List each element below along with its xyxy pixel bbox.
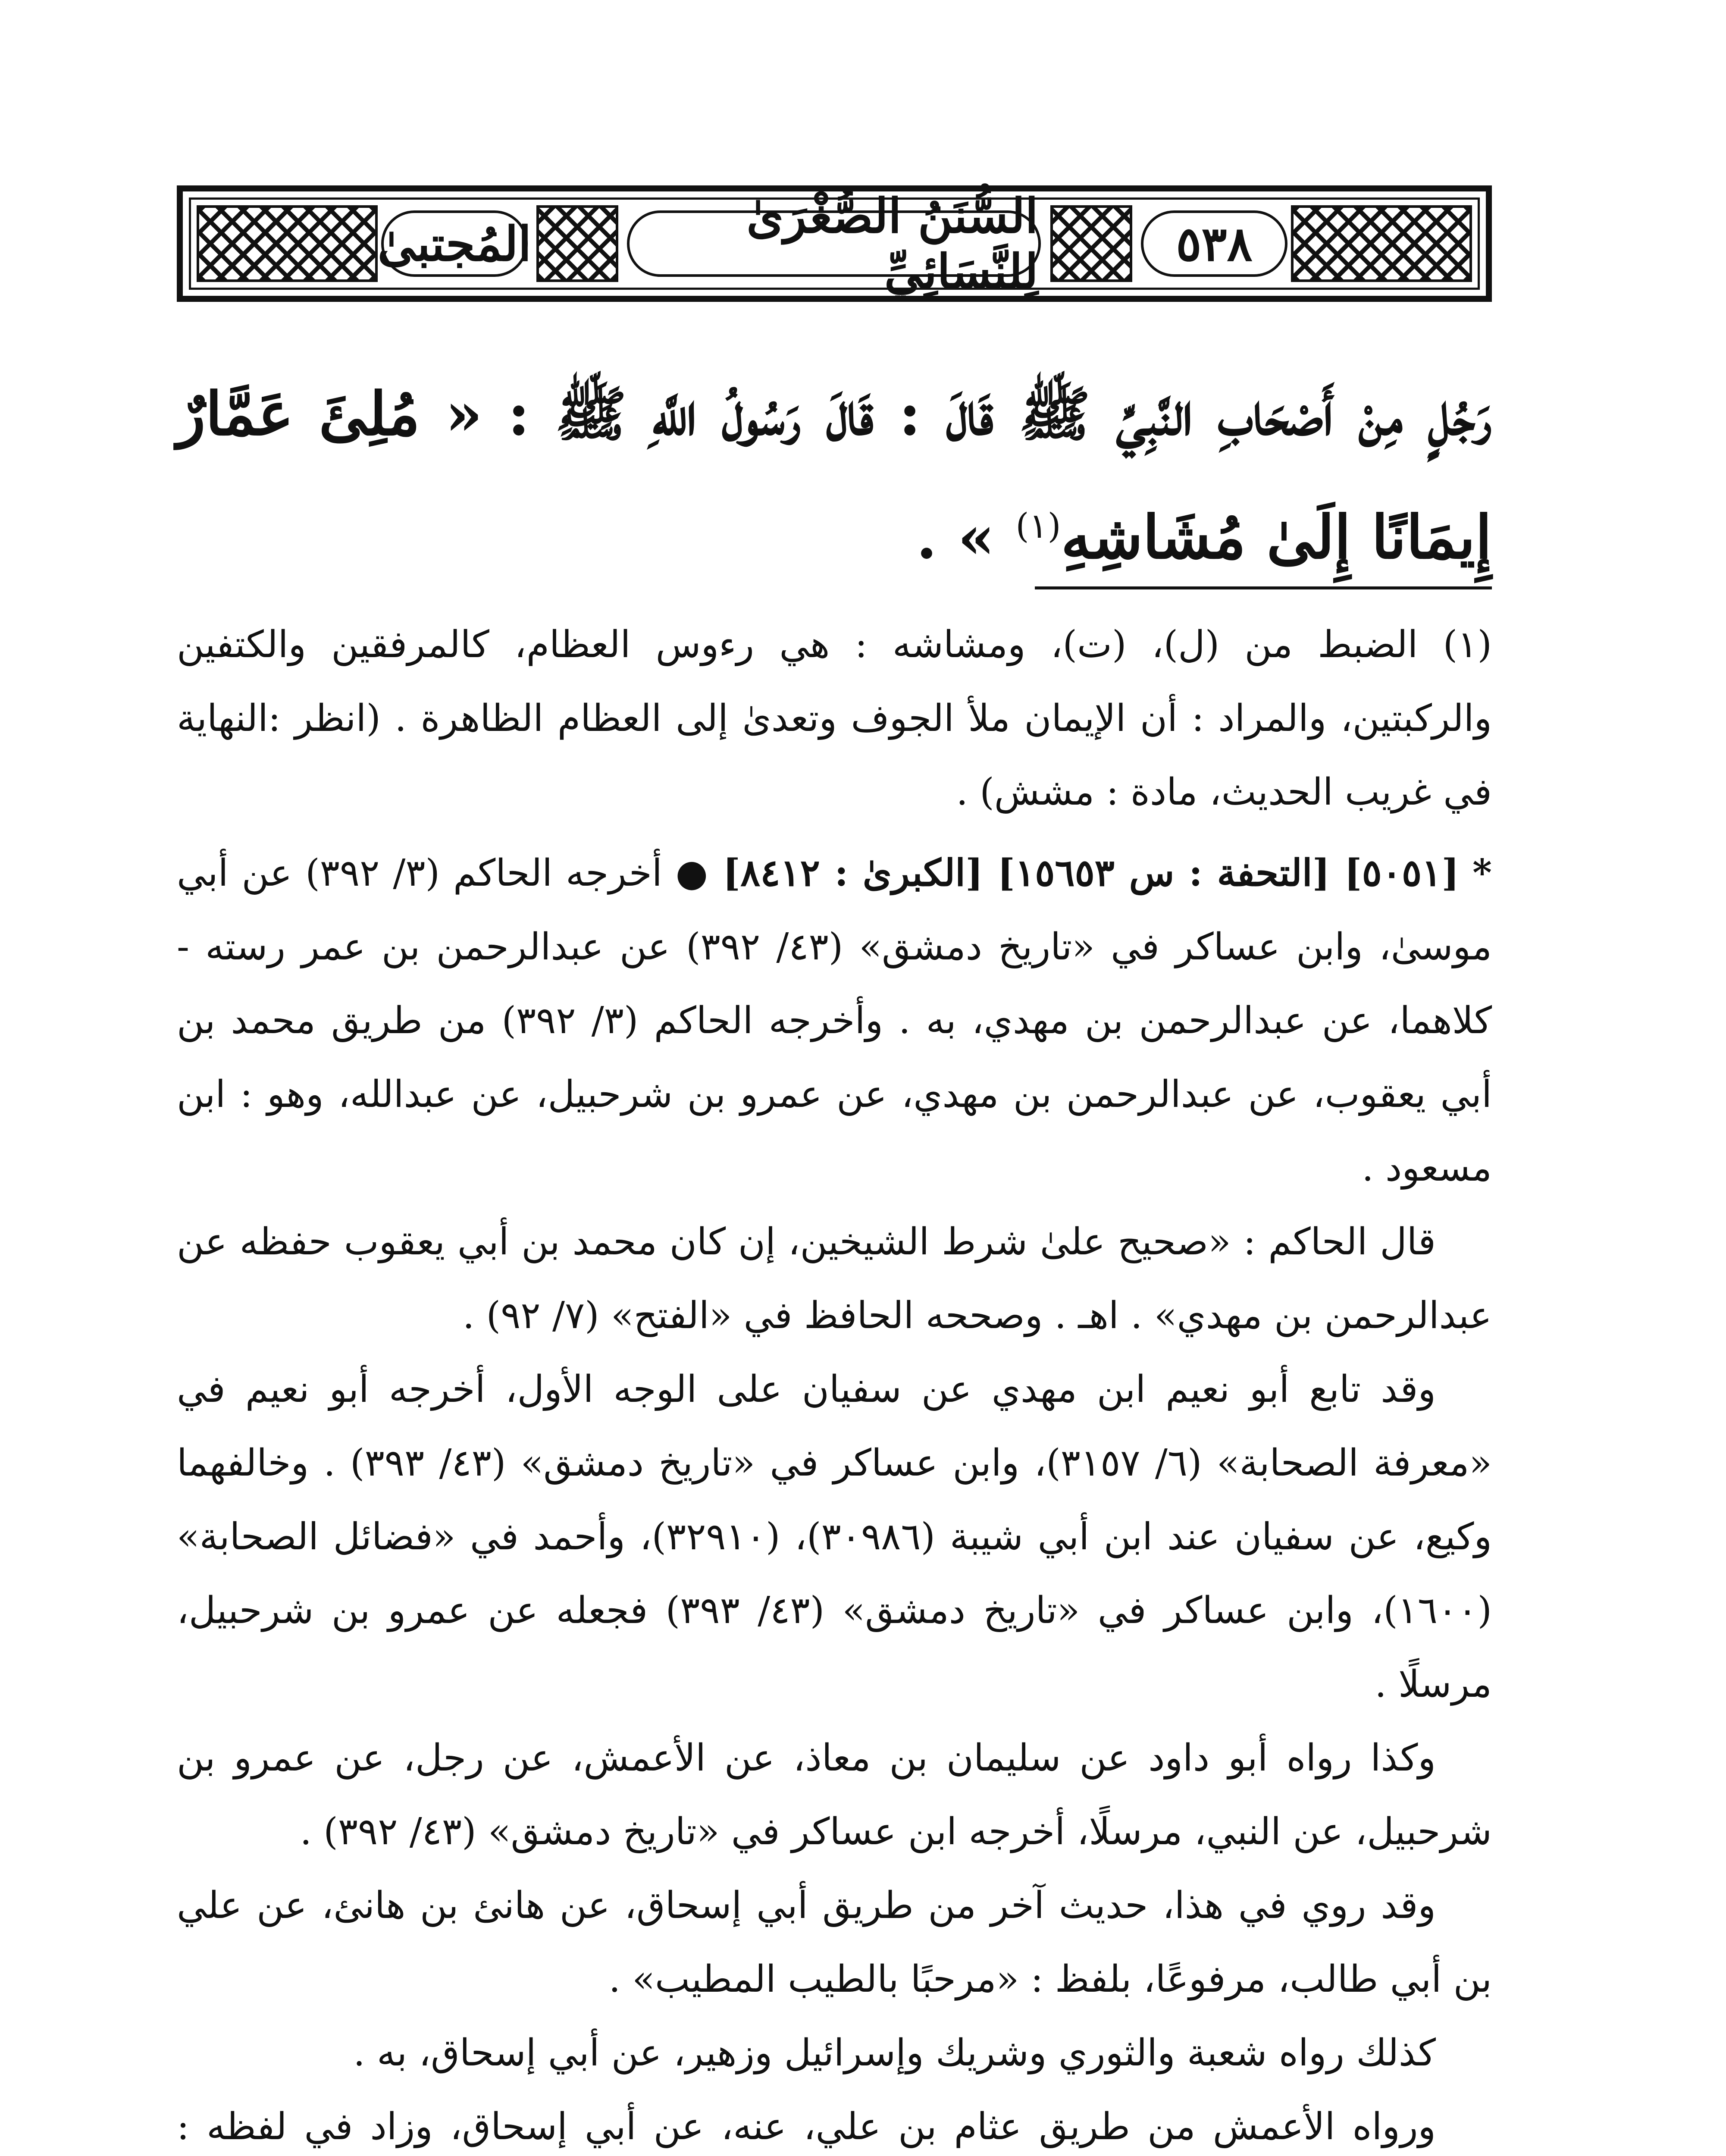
header-ornament-left xyxy=(197,205,378,282)
reference-tags: [٥٠٥١] [التحفة : س ١٥٦٥٣] [الكبرىٰ : ٨٤١٢] xyxy=(723,851,1460,895)
book-badge: المُجتبىٰ xyxy=(381,210,528,277)
takhrij-text: ● أخرجه الحاكم (٣/ ٣٩٢) عن أبي موسىٰ، وابن عساكر في «تاريخ دمشق» (٤٣/ ٣٩٢) عن عبدالرحمن بن عمر رسته - كلاهما، عن عبدالرحمن بن مهدي، به . وأخرجه الحاكم (٣/ ٣٩٢) من طريق محمد بن أبي يعقوب، عن عبدالرحمن بن مهدي، عن عمرو بن شرحبيل، عن عبدالله، وهو : ابن مسعود . xyxy=(177,852,1492,1190)
hadith-chain: رَجُلٍ مِنْ أَصْحَابِ النَّبِيِّ ﷺ قَالَ : قَالَ رَسُولُ اللَّهِ ﷺ : xyxy=(482,379,1492,449)
footnote-divider xyxy=(1035,586,1492,589)
hadith-text xyxy=(177,358,1492,593)
star-marker: * xyxy=(1472,851,1492,895)
header-ornament-left-inner xyxy=(536,205,618,282)
header-ornament-right-inner xyxy=(1050,205,1132,282)
page-header xyxy=(177,185,1492,302)
note-paragraph: قال الحاكم : «صحيح علىٰ شرط الشيخين، إن كان محمد بن أبي يعقوب حفظه عن عبدالرحمن بن مهدي» . اهـ . وصححه الحافظ في «الفتح» (٧/ ٩٢) . xyxy=(177,1220,1492,1337)
hadith-matn: « مُلِئَ عَمَّارٌ إِيمَانًا إِلَىٰ مُشَاشِهِ xyxy=(177,379,1492,572)
note-paragraph: وكذا رواه أبو داود عن سليمان بن معاذ، عن الأعمش، عن رجل، عن عمرو بن شرحبيل، عن النبي، مرسلًا، أخرجه ابن عساكر في «تاريخ دمشق» (٤٣/ ٣٩٢) . xyxy=(177,1736,1492,1853)
note-paragraph: وقد تابع أبو نعيم ابن مهدي عن سفيان على الوجه الأول، أخرجه أبو نعيم في «معرفة الصحابة» (٦/ ٣١٥٧)، وابن عساكر في «تاريخ دمشق» (٤٣/ ٣٩٣) . وخالفهما وكيع، عن سفيان عند ابن أبي شيبة (٣٠٩٨٦)، (٣٢٩١٠)، وأحمد في «فضائل الصحابة» (١٦٠٠)، وابن عساكر في «تاريخ دمشق» (٤٣/ ٣٩٣) فجعله عن عمرو بن شرحبيل، مرسلًا . xyxy=(177,1368,1492,1706)
book-title: السُّنَنُ الصُّغْرَىٰ لِلنَّسَائِيِّ xyxy=(627,210,1041,277)
footnotes xyxy=(177,608,1492,2156)
footnote-1: (١) الضبط من (ل)، (ت)، ومشاشه : هي رءوس العظام، كالمرفقين والكتفين والركبتين، والمراد : أن الإيمان ملأ الجوف وتعدىٰ إلى العظام الظاهرة . (انظر :النهاية في غريب الحديث، مادة : مشش) . xyxy=(177,623,1492,814)
note-paragraph: وقد روي في هذا، حديث آخر من طريق أبي إسحاق، عن هانئ بن هانئ، عن علي بن أبي طالب، مرفوعًا، بلفظ : «مرحبًا بالطيب المطيب» . xyxy=(177,1884,1492,2001)
hadith-end: » . xyxy=(916,502,1016,572)
takhrij-paragraph xyxy=(177,836,1492,1205)
footnote-ref: (١) xyxy=(1015,506,1061,546)
header-ornament-right xyxy=(1291,205,1472,282)
page-number: ٥٣٨ xyxy=(1141,210,1287,277)
note-paragraph: كذلك رواه شعبة والثوري وشريك وإسرائيل وزهير، عن أبي إسحاق، به . xyxy=(353,2031,1436,2075)
note-paragraph: ورواه الأعمش من طريق عثام بن علي، عنه، عن أبي إسحاق، وزاد في لفظه : xyxy=(177,2105,1436,2148)
